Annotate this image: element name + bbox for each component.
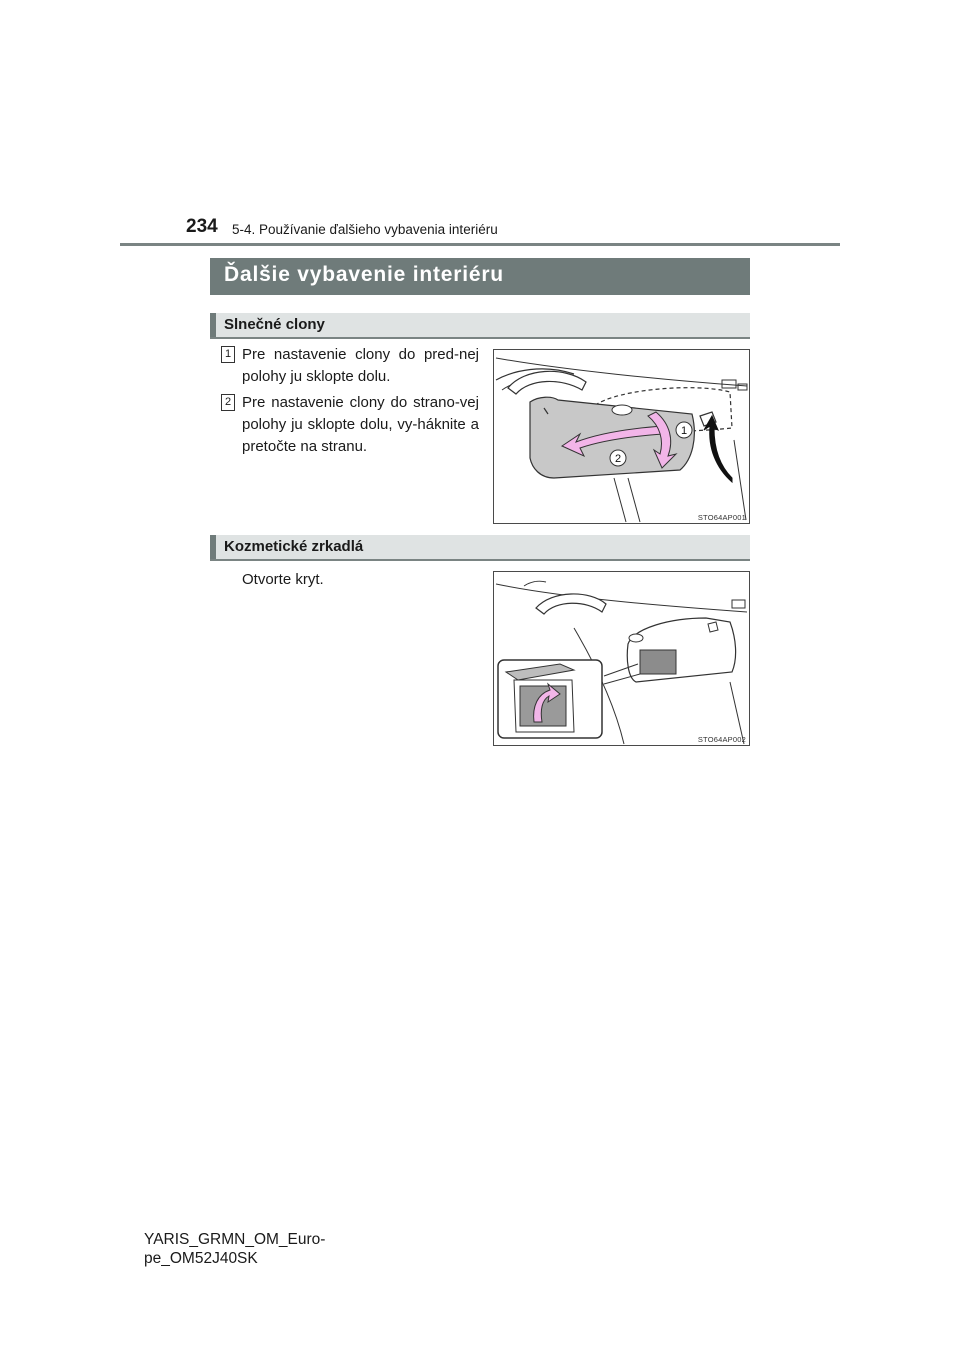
page-number: 234 <box>186 216 218 237</box>
sun-visor-figure <box>493 349 750 524</box>
step-1-number: 1 <box>221 346 235 363</box>
header-rule <box>120 243 840 246</box>
step-2-number: 2 <box>221 394 235 411</box>
running-head: 5-4. Používanie ďalšieho vybavenia interiéru <box>232 222 498 237</box>
sun-visors-heading: Slnečné clony <box>210 313 750 339</box>
figure-code: STO64AP002 <box>697 735 746 744</box>
vanity-mirror-figure <box>493 571 750 746</box>
vanity-mirrors-heading: Kozmetické zrkadlá <box>210 535 750 561</box>
vanity-mirror-illustration <box>494 572 749 745</box>
callout-2: 2 <box>614 453 622 465</box>
section-title: Ďalšie vybavenie interiéru <box>210 258 750 295</box>
callout-1: 1 <box>680 425 688 437</box>
vanity-mirror-text: Otvorte kryt. <box>242 571 324 588</box>
footer-line-1: YARIS_GRMN_OM_Euro- <box>144 1231 326 1248</box>
step-1-text: Pre nastavenie clony do pred-nej polohy ju sklopte dolu. <box>242 346 479 385</box>
footer-line-2: pe_OM52J40SK <box>144 1250 258 1267</box>
figure-code: STO64AP001 <box>697 513 746 522</box>
document-footer <box>144 1230 325 1268</box>
step-2-text: Pre nastavenie clony do strano-vej polohy ju sklopte dolu, vy-háknite a pretočte na stranu. <box>242 394 479 455</box>
sun-visor-illustration <box>494 350 749 523</box>
